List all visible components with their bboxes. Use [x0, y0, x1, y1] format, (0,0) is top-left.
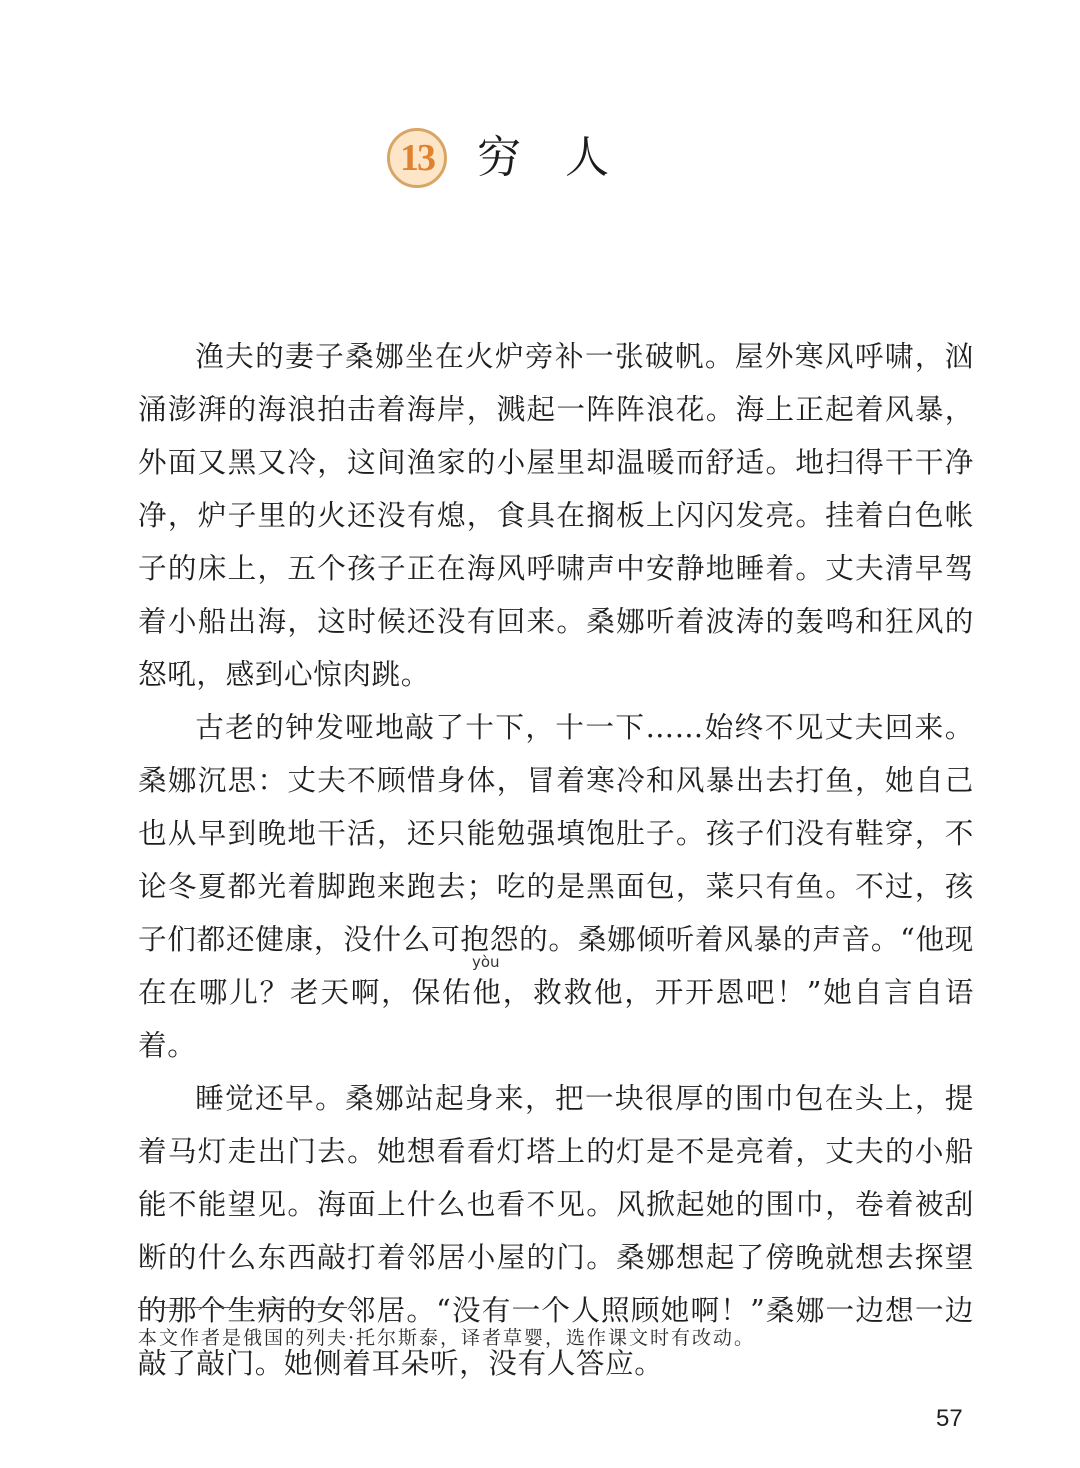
annotated-char: 佑 [441, 975, 473, 1009]
pinyin-annotated-char [441, 953, 500, 1009]
pinyin-annotation: yòu [472, 953, 500, 971]
lesson-title: 穷人 [477, 132, 653, 183]
paragraph-3: 睡觉还早。桑娜站起身来，把一块很厚的围巾包在头上，提着马灯走出门去。她想看看灯塔上的灯是不是亮着，丈夫的小船能不能望见。海面上什么也看不见。风掀起她的围巾，卷着被刮断的什么东西敲打着邻居小屋的门。桑娜想起了傍晚就想去探望的那个生病的女邻居。“没有一个人照顾她啊！”桑娜一边想一边敲了敲门。她侧着耳朵听，没有人答应。 [138, 1081, 974, 1380]
page-number: 57 [936, 1405, 963, 1432]
lesson-number: 13 [400, 137, 434, 179]
paragraph-1: 渔夫的妻子桑娜坐在火炉旁补一张破帆。屋外寒风呼啸，汹涌澎湃的海浪拍击着海岸，溅起一阵阵浪花。海上正起着风暴，外面又黑又冷，这间渔家的小屋里却温暖而舒适。地扫得干干净净，炉子里的火还没有熄，食具在搁板上闪闪发亮。挂着白色帐子的床上，五个孩子正在海风呼啸声中安静地睡着。丈夫清早驾着小船出海，这时候还没有回来。桑娜听着波涛的轰鸣和狂风的怒吼，感到心惊肉跳。 [138, 339, 974, 691]
footnote: 本文作者是俄国的列夫·托尔斯泰，译者草婴，选作课文时有改动。 [138, 1327, 756, 1349]
lesson-number-badge [387, 128, 447, 188]
lesson-body [138, 330, 974, 1390]
lesson-header [0, 122, 1080, 194]
paragraph-2-text-after: 他，救救他，开开恩吧！”她自言自语着。 [138, 975, 974, 1062]
footnote-divider [138, 1307, 347, 1308]
paragraph-2-text-before: 古老的钟发哑地敲了十下，十一下……始终不见丈夫回来。桑娜沉思：丈夫不顾惜身体，冒着寒冷和风暴出去打鱼，她自己也从早到晚地干活，还只能勉强填饱肚子。孩子们没有鞋穿，不论冬夏都光着脚跑来跑去；吃的是黑面包，菜只有鱼。不过，孩子们都还健康，没什么可抱怨的。桑娜倾听着风暴的声音。“他现在在哪儿？老天啊，保 [138, 710, 974, 1009]
paragraph-2 [138, 701, 974, 1072]
